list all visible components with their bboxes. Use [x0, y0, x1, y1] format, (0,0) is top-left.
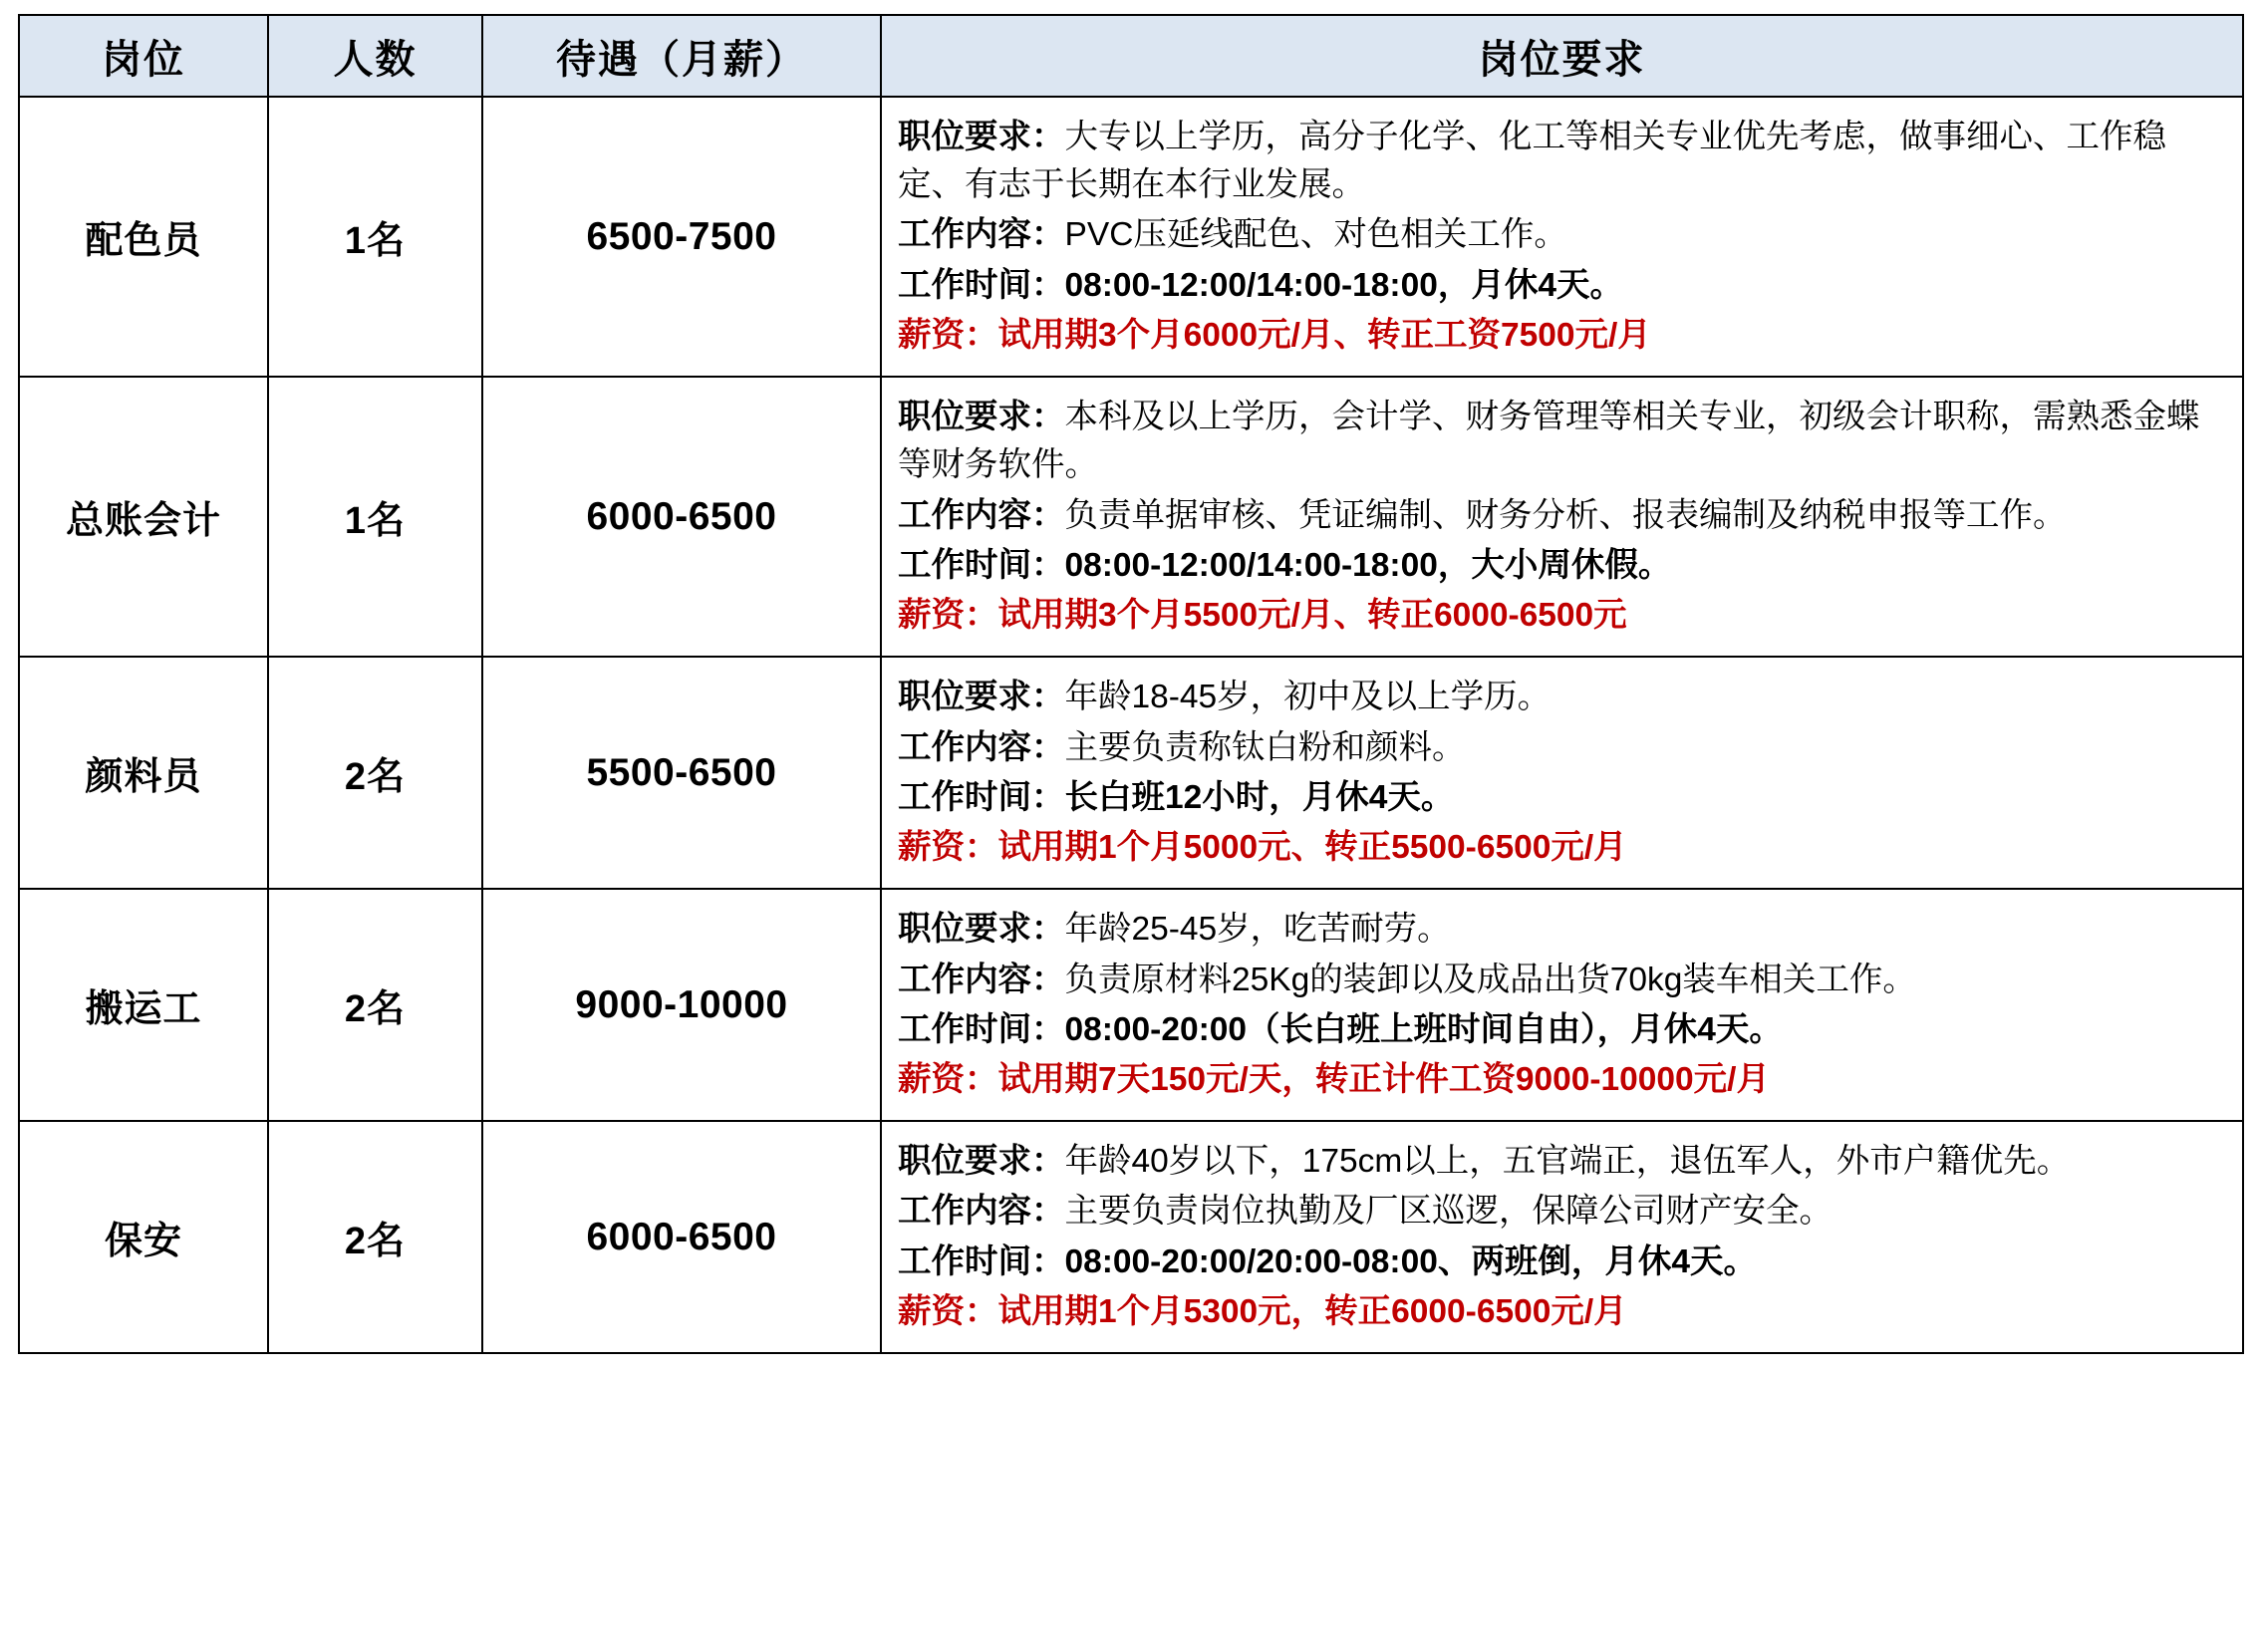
- salary-text: 试用期3个月5500元/月、转正6000-6500元: [997, 597, 1627, 635]
- cell-pay: 5500-6500: [482, 657, 881, 889]
- content-line: [898, 1188, 2228, 1236]
- cell-count: 1名: [268, 97, 482, 377]
- salary-text: 试用期1个月5000元、转正5500-6500元/月: [997, 829, 1627, 867]
- cell-requirement: [881, 889, 2243, 1121]
- cell-requirement: [881, 377, 2243, 657]
- content-text: 负责原材料25Kg的装卸以及成品出货70kg装车相关工作。: [1064, 961, 1916, 998]
- time-label: 工作时间：: [898, 778, 1065, 816]
- cell-post: 颜料员: [19, 657, 268, 889]
- salary-label: 薪资：: [898, 1060, 998, 1098]
- table-row: [19, 97, 2243, 377]
- time-text: 08:00-12:00/14:00-18:00，月休4天。: [1064, 266, 1623, 304]
- salary-label: 薪资：: [898, 597, 998, 635]
- salary-line: [898, 1288, 2228, 1336]
- cell-post: 搬运工: [19, 889, 268, 1121]
- salary-label: 薪资：: [898, 316, 998, 354]
- column-header-post: 岗位: [19, 15, 268, 97]
- cell-requirement: [881, 657, 2243, 889]
- column-header-requirement: 岗位要求: [881, 15, 2243, 97]
- column-header-count: 人数: [268, 15, 482, 97]
- content-label: 工作内容：: [898, 961, 1065, 998]
- salary-text: 试用期3个月6000元/月、转正工资7500元/月: [997, 316, 1651, 354]
- job-listing-table: [18, 14, 2244, 1354]
- content-line: [898, 724, 2228, 772]
- time-label: 工作时间：: [898, 546, 1065, 584]
- content-text: 负责单据审核、凭证编制、财务分析、报表编制及纳税申报等工作。: [1064, 496, 2067, 534]
- table-row: [19, 1121, 2243, 1353]
- salary-label: 薪资：: [898, 829, 998, 867]
- time-text: 08:00-20:00（长白班上班时间自由），月休4天。: [1064, 1010, 1783, 1048]
- cell-requirement: [881, 97, 2243, 377]
- content-label: 工作内容：: [898, 728, 1065, 766]
- requirement-label: 职位要求：: [898, 119, 1065, 155]
- time-label: 工作时间：: [898, 1242, 1065, 1280]
- cell-pay: 6000-6500: [482, 377, 881, 657]
- requirement-line: [898, 674, 2228, 721]
- time-line: [898, 542, 2228, 590]
- salary-text: 试用期1个月5300元，转正6000-6500元/月: [997, 1292, 1627, 1330]
- table-header-row: [19, 15, 2243, 97]
- requirement-text: 大专以上学历，高分子化学、化工等相关专业优先考虑，做事细心、工作稳定、有志于长期在本行业发展。: [898, 119, 2166, 204]
- cell-count: 2名: [268, 889, 482, 1121]
- content-label: 工作内容：: [898, 1193, 1065, 1231]
- time-line: [898, 262, 2228, 310]
- cell-post: 保安: [19, 1121, 268, 1353]
- time-line: [898, 774, 2228, 822]
- requirement-label: 职位要求：: [898, 911, 1065, 949]
- salary-line: [898, 592, 2228, 640]
- table-row: [19, 377, 2243, 657]
- requirement-label: 职位要求：: [898, 1143, 1065, 1181]
- cell-count: 2名: [268, 657, 482, 889]
- requirement-text: 年龄25-45岁，吃苦耐劳。: [1064, 911, 1451, 949]
- cell-pay: 6500-7500: [482, 97, 881, 377]
- content-text: 主要负责岗位执勤及厂区巡逻，保障公司财产安全。: [1064, 1193, 1833, 1231]
- salary-text: 试用期7天150元/天，转正计件工资9000-10000元/月: [997, 1060, 1770, 1098]
- cell-count: 1名: [268, 377, 482, 657]
- content-line: [898, 957, 2228, 1004]
- cell-post: 配色员: [19, 97, 268, 377]
- content-line: [898, 492, 2228, 540]
- time-text: 长白班12小时，月休4天。: [1064, 778, 1455, 816]
- salary-label: 薪资：: [898, 1292, 998, 1330]
- table-row: [19, 657, 2243, 889]
- cell-post: 总账会计: [19, 377, 268, 657]
- requirement-line: [898, 114, 2228, 209]
- requirement-line: [898, 906, 2228, 954]
- time-label: 工作时间：: [898, 266, 1065, 304]
- salary-line: [898, 312, 2228, 360]
- time-line: [898, 1006, 2228, 1054]
- content-text: 主要负责称钛白粉和颜料。: [1064, 728, 1466, 766]
- content-line: [898, 211, 2228, 259]
- requirement-text: 本科及以上学历，会计学、财务管理等相关专业，初级会计职称，需熟悉金蝶等财务软件。: [898, 399, 2200, 484]
- requirement-label: 职位要求：: [898, 679, 1065, 716]
- cell-requirement: [881, 1121, 2243, 1353]
- content-label: 工作内容：: [898, 216, 1065, 254]
- salary-line: [898, 824, 2228, 872]
- requirement-label: 职位要求：: [898, 399, 1065, 436]
- requirement-line: [898, 394, 2228, 489]
- cell-pay: 6000-6500: [482, 1121, 881, 1353]
- cell-pay: 9000-10000: [482, 889, 881, 1121]
- content-label: 工作内容：: [898, 496, 1065, 534]
- content-text: PVC压延线配色、对色相关工作。: [1064, 216, 1567, 254]
- column-header-pay: 待遇（月薪）: [482, 15, 881, 97]
- table-row: [19, 889, 2243, 1121]
- time-text: 08:00-12:00/14:00-18:00，大小周休假。: [1064, 546, 1672, 584]
- cell-count: 2名: [268, 1121, 482, 1353]
- time-text: 08:00-20:00/20:00-08:00、两班倒，月休4天。: [1064, 1242, 1757, 1280]
- requirement-text: 年龄18-45岁，初中及以上学历。: [1064, 679, 1552, 716]
- time-label: 工作时间：: [898, 1010, 1065, 1048]
- requirement-line: [898, 1138, 2228, 1186]
- time-line: [898, 1239, 2228, 1286]
- salary-line: [898, 1056, 2228, 1104]
- requirement-text: 年龄40岁以下，175cm以上，五官端正，退伍军人，外市户籍优先。: [1064, 1143, 2071, 1181]
